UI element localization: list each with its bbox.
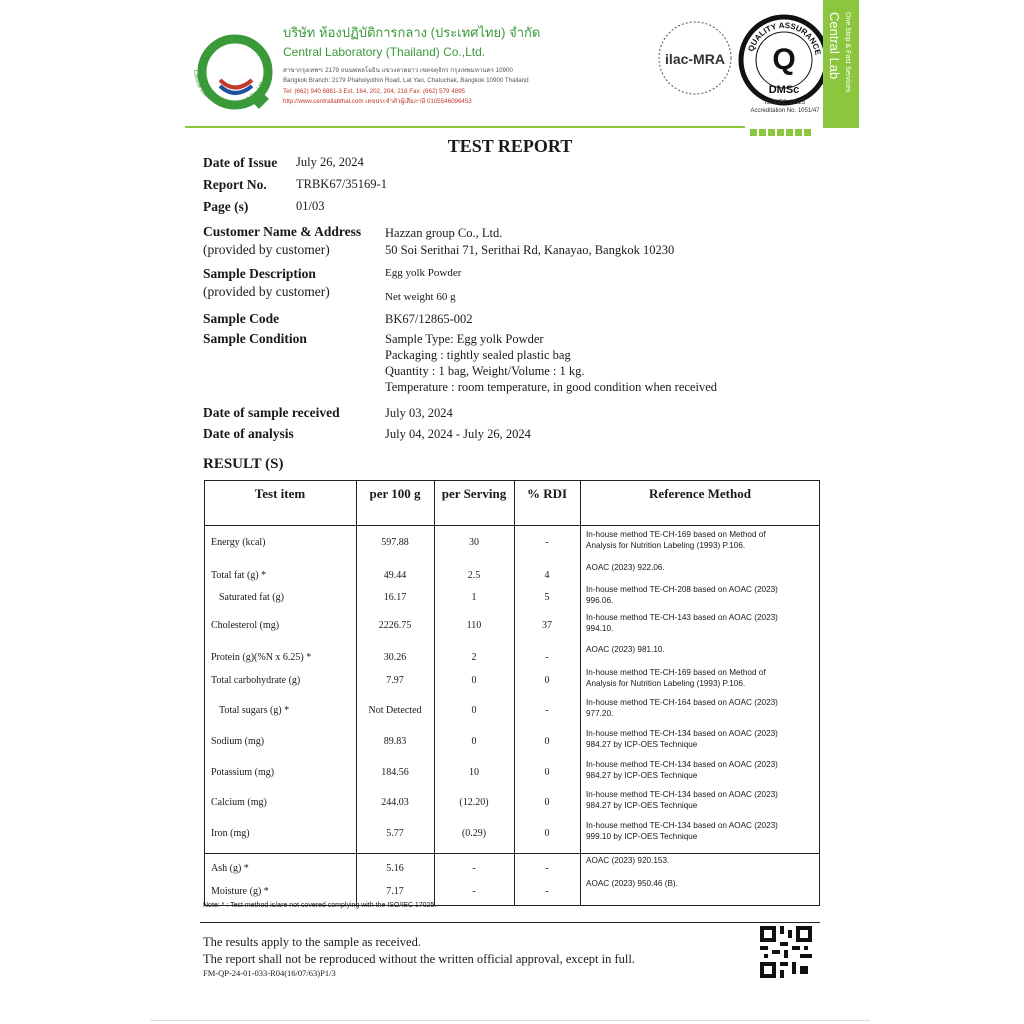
- row-rdi: 5: [544, 592, 550, 603]
- row-per-serving: -: [472, 886, 476, 897]
- row-reference-line-2: 984.27 by ICP-OES Technique: [586, 801, 698, 810]
- row-test-item: Saturated fat (g): [219, 592, 284, 603]
- result-heading: RESULT (S): [203, 456, 284, 472]
- results-table: [204, 480, 820, 906]
- row-rdi: 0: [544, 675, 550, 686]
- row-reference-line-2: 984.27 by ICP-OES Technique: [586, 740, 698, 749]
- condition-temperature: Temperature : room temperature, in good condition when received: [385, 380, 717, 394]
- row-rdi: 0: [544, 828, 550, 839]
- row-rdi: -: [545, 537, 549, 548]
- address-bangkok: Bangkok Branch: 2179 Phaholyothin Road, Lat Yao, Chatuchak, Bangkok 10900 Thailand: [283, 77, 529, 85]
- date-analysis-label: Date of analysis: [203, 426, 294, 441]
- row-per-serving: 2.5: [467, 570, 481, 581]
- row-reference-line-1: In-house method TE-CH-208 based on AOAC (2023): [586, 585, 778, 594]
- customer-name: Hazzan group Co., Ltd.: [385, 226, 503, 240]
- row-rdi: -: [545, 863, 549, 874]
- row-rdi: 37: [542, 620, 552, 631]
- row-per-100g: 5.16: [386, 863, 404, 874]
- logo-ring-text: Central Laboratory (Thailand) Co.,Ltd.: [191, 69, 267, 109]
- telephone: Tel: (662) 940 6881-3 Ext. 164, 202, 204, 218 Fax: (662) 579 4895: [283, 87, 465, 95]
- customer-label: Customer Name & Address: [203, 224, 362, 239]
- row-test-item: Iron (mg): [211, 828, 250, 839]
- row-reference-line-2: Analysis for Nutrition Labeling (1993) P.106.: [586, 541, 746, 550]
- row-reference-line-1: In-house method TE-CH-164 based on AOAC (2023): [586, 698, 778, 707]
- row-test-item: Total carbohydrate (g): [211, 675, 301, 686]
- footnote: Note: * : Test method is/are not covered complying with the ISO/IEC 17025.: [203, 902, 437, 909]
- condition-packaging: Packaging : tightly sealed plastic bag: [385, 348, 571, 362]
- row-per-100g: 30.26: [383, 652, 407, 663]
- accreditation-number: Accreditation No. 1051/47: [750, 108, 820, 114]
- row-per-serving: 1: [471, 592, 477, 603]
- row-per-100g: 184.56: [381, 767, 409, 778]
- header-per-100g: per 100 g: [369, 486, 421, 501]
- row-test-item: Sodium (mg): [211, 736, 265, 747]
- date-received-label: Date of sample received: [203, 405, 340, 420]
- row-per-100g: 16.17: [383, 592, 407, 603]
- row-rdi: -: [545, 652, 549, 663]
- header-per-serving: per Serving: [441, 486, 507, 501]
- row-reference-line-1: AOAC (2023) 922.06.: [586, 563, 665, 572]
- dmsc-quality-seal: [738, 14, 830, 106]
- dmsc-q: Q: [772, 43, 796, 76]
- condition-sample-type: Sample Type: Egg yolk Powder: [385, 332, 544, 346]
- row-reference-line-1: In-house method TE-CH-134 based on AOAC (2023): [586, 760, 778, 769]
- row-test-item: Ash (g) *: [211, 863, 249, 874]
- row-test-item: Moisture (g) *: [211, 886, 269, 897]
- sample-code-label: Sample Code: [203, 311, 280, 326]
- row-per-100g: 7.97: [386, 675, 404, 686]
- table-header-divider: [204, 525, 820, 526]
- row-reference-line-1: AOAC (2023) 981.10.: [586, 645, 665, 654]
- row-reference-line-2: Analysis for Nutrition Labeling (1993) P.106.: [586, 679, 746, 688]
- ilac-mra-logo: [652, 18, 738, 98]
- row-per-serving: 0: [471, 736, 477, 747]
- net-weight: Net weight 60 g: [385, 291, 456, 303]
- customer-provided-note: (provided by customer): [203, 242, 330, 257]
- central-lab-side-banner: [823, 0, 859, 128]
- report-no-label: Report No.: [203, 177, 267, 192]
- row-test-item: Energy (kcal): [211, 537, 266, 548]
- page-label: Page (s): [203, 199, 249, 214]
- footer-divider: [200, 922, 820, 923]
- row-reference-line-1: In-house method TE-CH-134 based on AOAC (2023): [586, 729, 778, 738]
- row-reference-line-1: In-house method TE-CH-134 based on AOAC (2023): [586, 821, 778, 830]
- footer-reproduction-statement: The report shall not be reproduced without the written official approval, except in full.: [203, 952, 635, 966]
- row-rdi: 4: [544, 570, 550, 581]
- header-reference-method: Reference Method: [649, 486, 751, 501]
- footer-results-statement: The results apply to the sample as received.: [203, 935, 421, 949]
- row-test-item: Total fat (g) *: [211, 570, 267, 581]
- company-name-en: Central Laboratory (Thailand) Co.,Ltd.: [283, 45, 486, 59]
- sample-condition-label: Sample Condition: [203, 331, 307, 346]
- row-per-serving: 110: [466, 620, 482, 631]
- page-bottom-line: [150, 1020, 870, 1021]
- row-reference-line-1: In-house method TE-CH-134 based on AOAC (2023): [586, 790, 778, 799]
- qr-code[interactable]: [760, 926, 812, 978]
- row-per-serving: -: [472, 863, 476, 874]
- ilac-label: ilac-MRA: [665, 51, 725, 67]
- row-per-100g: 49.44: [383, 570, 407, 581]
- report-title: TEST REPORT: [447, 136, 573, 156]
- date-received-value: July 03, 2024: [385, 406, 453, 420]
- row-test-item: Potassium (mg): [211, 767, 275, 778]
- row-rdi: 0: [544, 797, 550, 808]
- row-reference-line-1: AOAC (2023) 950.46 (B).: [586, 879, 678, 888]
- row-reference-line-1: In-house method TE-CH-169 based on Method of: [586, 530, 766, 539]
- page-value: 01/03: [296, 199, 325, 213]
- date-of-issue-label: Date of Issue: [203, 155, 278, 170]
- row-reference-line-2: 977.20.: [586, 709, 614, 718]
- row-reference-line-1: In-house method TE-CH-143 based on AOAC (2023): [586, 613, 778, 622]
- row-per-100g: 5.77: [386, 828, 404, 839]
- form-code: FM-QP-24-01-033-R04(16/07/63)P1/3: [203, 968, 336, 978]
- table-group-divider: [204, 853, 820, 854]
- row-test-item: Calcium (mg): [211, 797, 267, 808]
- row-per-serving: (12.20): [459, 797, 489, 808]
- central-lab-logo: [180, 20, 280, 120]
- row-per-serving: 0: [471, 705, 477, 716]
- row-per-serving: 0: [471, 675, 477, 686]
- row-rdi: -: [545, 705, 549, 716]
- row-per-100g: 597.88: [381, 537, 409, 548]
- dmsc-label: DMSc: [768, 84, 800, 96]
- row-reference-line-1: AOAC (2023) 920.153.: [586, 856, 670, 865]
- table-border-top: [204, 480, 820, 481]
- row-test-item: Protein (g)(%N x 6.25) *: [211, 652, 312, 663]
- row-test-item: Total sugars (g) *: [219, 705, 290, 716]
- dmsc-ring-text: QUALITY ASSURANCE: [746, 20, 823, 56]
- header-rdi: % RDI: [526, 486, 568, 501]
- header-dots: [750, 123, 826, 131]
- row-reference-line-2: 999.10 by ICP-OES Technique: [586, 832, 698, 841]
- row-per-100g: 7.17: [386, 886, 404, 897]
- row-per-100g: 89.83: [383, 736, 407, 747]
- row-reference-line-2: 994.10.: [586, 624, 614, 633]
- row-per-100g: 244.03: [381, 797, 409, 808]
- sample-description-label: Sample Description: [203, 266, 316, 281]
- header-divider: [185, 126, 745, 128]
- customer-address: 50 Soi Serithai 71, Serithai Rd, Kanayao, Bangkok 10230: [385, 243, 675, 257]
- row-per-100g: 2226.75: [378, 620, 412, 631]
- sample-provided-note: (provided by customer): [203, 284, 330, 299]
- header-test-item: Test item: [254, 486, 306, 501]
- iso-standard: ISO/IEC 17025: [764, 100, 806, 106]
- sample-code: BK67/12865-002: [385, 312, 473, 326]
- row-per-100g: Not Detected: [368, 705, 422, 716]
- report-no-value: TRBK67/35169-1: [296, 177, 387, 191]
- address-thai: สาขากรุงเทพฯ: 2179 ถนนพหลโยธิน แขวงลาดยาว เขตจตุจักร กรุงเทพมหานคร 10900: [283, 67, 513, 74]
- row-per-serving: 10: [469, 767, 479, 778]
- condition-quantity: Quantity : 1 bag, Weight/Volume : 1 kg.: [385, 364, 585, 378]
- website: http://www.centrallabthai.com เลขประจำตัวผู้เสียภาษี 0105546096453: [283, 97, 472, 105]
- row-rdi: 0: [544, 736, 550, 747]
- company-name-thai: บริษัท ห้องปฏิบัติการกลาง (ประเทศไทย) จำกัด: [283, 25, 541, 40]
- row-reference-line-2: 984.27 by ICP-OES Technique: [586, 771, 698, 780]
- row-per-serving: (0.29): [461, 828, 487, 839]
- row-reference-line-1: In-house method TE-CH-169 based on Method of: [586, 668, 766, 677]
- date-analysis-value: July 04, 2024 - July 26, 2024: [385, 427, 531, 441]
- row-per-serving: 2: [471, 652, 477, 663]
- date-of-issue-value: July 26, 2024: [296, 155, 364, 169]
- sample-description: Egg yolk Powder: [385, 267, 462, 279]
- row-test-item: Cholesterol (mg): [211, 620, 280, 631]
- sidebar-subtitle: One Stop & Fast Services: [844, 12, 851, 93]
- row-rdi: -: [545, 886, 549, 897]
- row-per-serving: 30: [469, 537, 479, 548]
- row-rdi: 0: [544, 767, 550, 778]
- sidebar-title: Central Lab: [827, 12, 842, 80]
- row-reference-line-2: 996.06.: [586, 596, 614, 605]
